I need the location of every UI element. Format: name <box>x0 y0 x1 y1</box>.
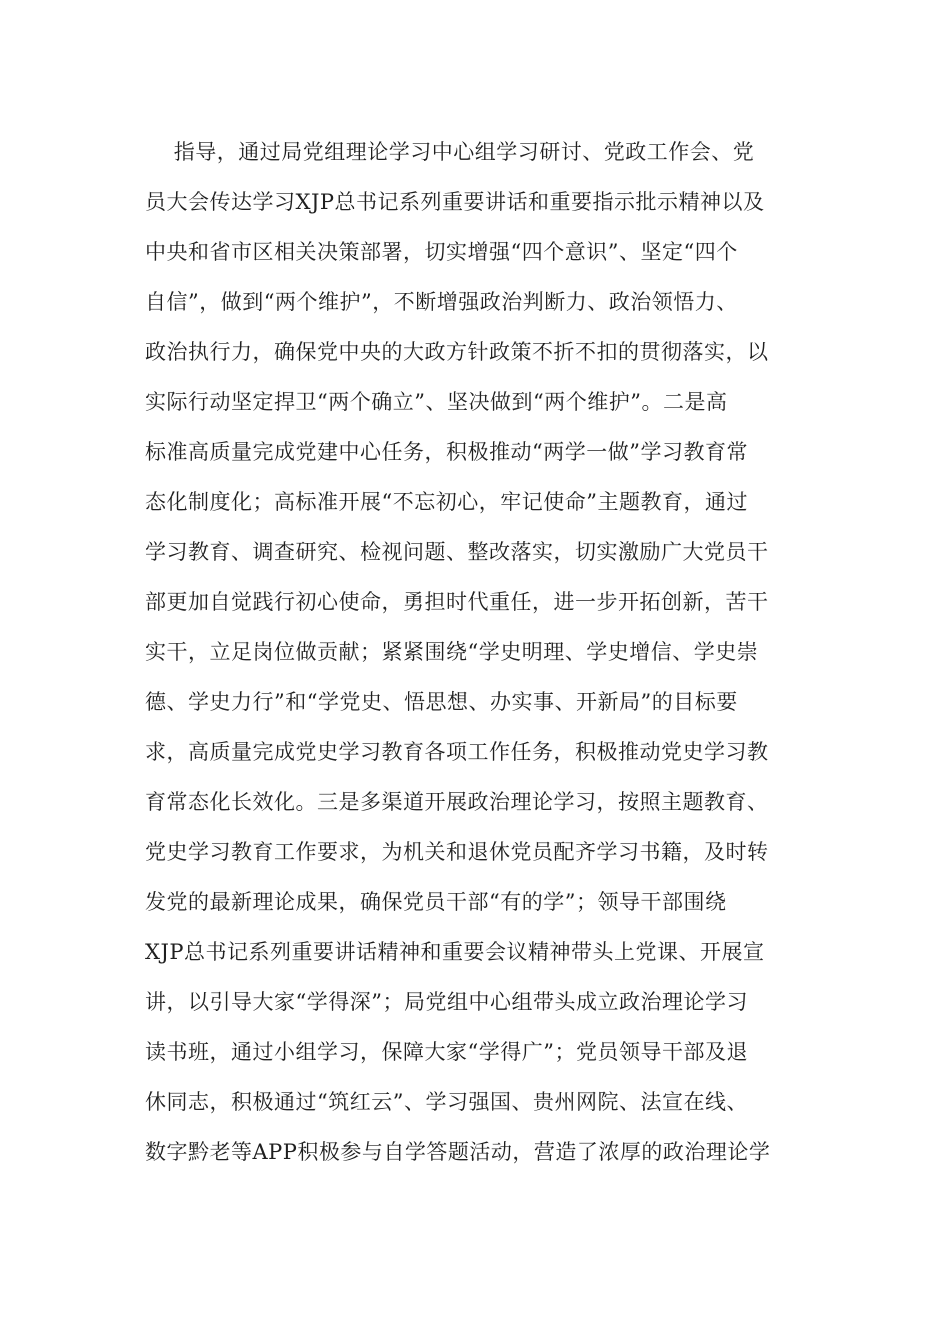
body-paragraph <box>145 127 805 1177</box>
text-line: XJP总书记系列重要讲话精神和重要会议精神带头上党课、开展宣 <box>145 940 765 964</box>
text-line: 政治执行力，确保党中央的大政方针政策不折不扣的贯彻落实，以 <box>145 340 769 364</box>
text-line: 中央和省市区相关决策部署，切实增强“四个意识”、坚定“四个 <box>145 240 738 264</box>
text-line: 育常态化长效化。三是多渠道开展政治理论学习，按照主题教育、 <box>145 790 769 814</box>
text-line: 学习教育、调查研究、检视问题、整改落实，切实激励广大党员干 <box>145 540 769 564</box>
text-line: 实际行动坚定捍卫“两个确立”、坚决做到“两个维护”。二是高 <box>145 390 728 414</box>
text-line: 发党的最新理论成果，确保党员干部“有的学”；领导干部围绕 <box>145 890 727 914</box>
text-line: 党史学习教育工作要求，为机关和退休党员配齐学习书籍，及时转 <box>145 840 769 864</box>
text-line: 讲，以引导大家“学得深”；局党组中心组带头成立政治理论学习 <box>145 990 748 1014</box>
text-line: 读书班，通过小组学习，保障大家“学得广”；党员领导干部及退 <box>145 1040 748 1064</box>
text-line: 自信”，做到“两个维护”，不断增强政治判断力、政治领悟力、 <box>145 290 738 314</box>
text-line: 休同志，积极通过“筑红云”、学习强国、贵州网院、法宣在线、 <box>145 1090 748 1114</box>
text-line: 标准高质量完成党建中心任务，积极推动“两学一做”学习教育常 <box>145 440 748 464</box>
text-line: 员大会传达学习XJP总书记系列重要讲话和重要指示批示精神以及 <box>145 190 765 214</box>
text-line: 指导，通过局党组理论学习中心组学习研讨、党政工作会、党 <box>145 140 755 164</box>
text-line: 求，高质量完成党史学习教育各项工作任务，积极推动党史学习教 <box>145 740 769 764</box>
text-line: 实干，立足岗位做贡献；紧紧围绕“学史明理、学史增信、学史崇 <box>145 640 759 664</box>
text-line: 数字黔老等APP积极参与自学答题活动，营造了浓厚的政治理论学 <box>145 1140 771 1164</box>
text-line: 部更加自觉践行初心使命，勇担时代重任，进一步开拓创新，苦干 <box>145 590 769 614</box>
text-line: 德、学史力行”和“学党史、悟思想、办实事、开新局”的目标要 <box>145 690 738 714</box>
text-line: 态化制度化；高标准开展“不忘初心，牢记使命”主题教育，通过 <box>145 490 748 514</box>
